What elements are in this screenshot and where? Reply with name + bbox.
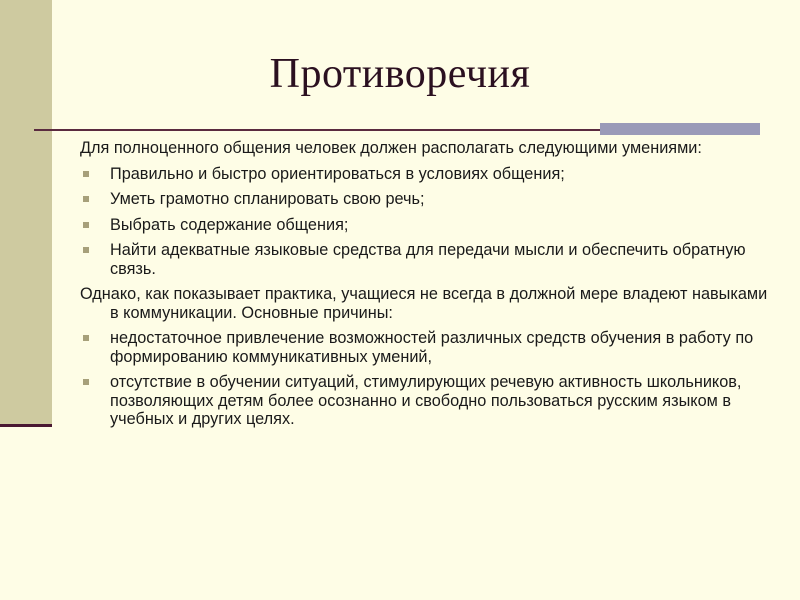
slide-body [80,139,770,429]
slide-title: Противоречия [269,51,531,97]
bullet-square-icon [83,171,89,177]
list-item [80,216,770,235]
bullet-square-icon [83,222,89,228]
intro-paragraph: Для полноценного общения человек должен располагать следующими умениями: [80,139,702,157]
bullet-square-icon [83,247,89,253]
list-item [80,190,770,209]
left-bar-bottom-rule [0,424,52,427]
list-item [80,373,770,429]
list-item-text: Правильно и быстро ориентироваться в условиях общения; [110,164,565,183]
list-item [80,165,770,184]
bullet-square-icon [83,196,89,202]
list-item-text: недостаточное привлечение возможностей различных средств обучения в работу по формированию коммуникативных умений, [110,329,754,366]
list-item-text: Найти адекватные языковые средства для передачи мысли и обеспечить обратную связь. [110,241,746,278]
practice-paragraph: Однако, как показывает практика, учащиеся не всегда в должной мере владеют навыками в коммуникации. Основные причины: [80,285,768,322]
list-item-text: отсутствие в обучении ситуаций, стимулирующих речевую активность школьников, позволяющих детям более осознанно и свободно пользоваться русским языком в учебных и других целях. [110,373,742,428]
title-underline-accent [600,123,760,135]
bullet-square-icon [83,379,89,385]
list-item-text: Уметь грамотно спланировать свою речь; [110,190,425,208]
list-item-text: Выбрать содержание общения; [110,215,349,234]
bullet-square-icon [83,335,89,341]
list-item [80,241,770,278]
list-item [80,329,770,366]
